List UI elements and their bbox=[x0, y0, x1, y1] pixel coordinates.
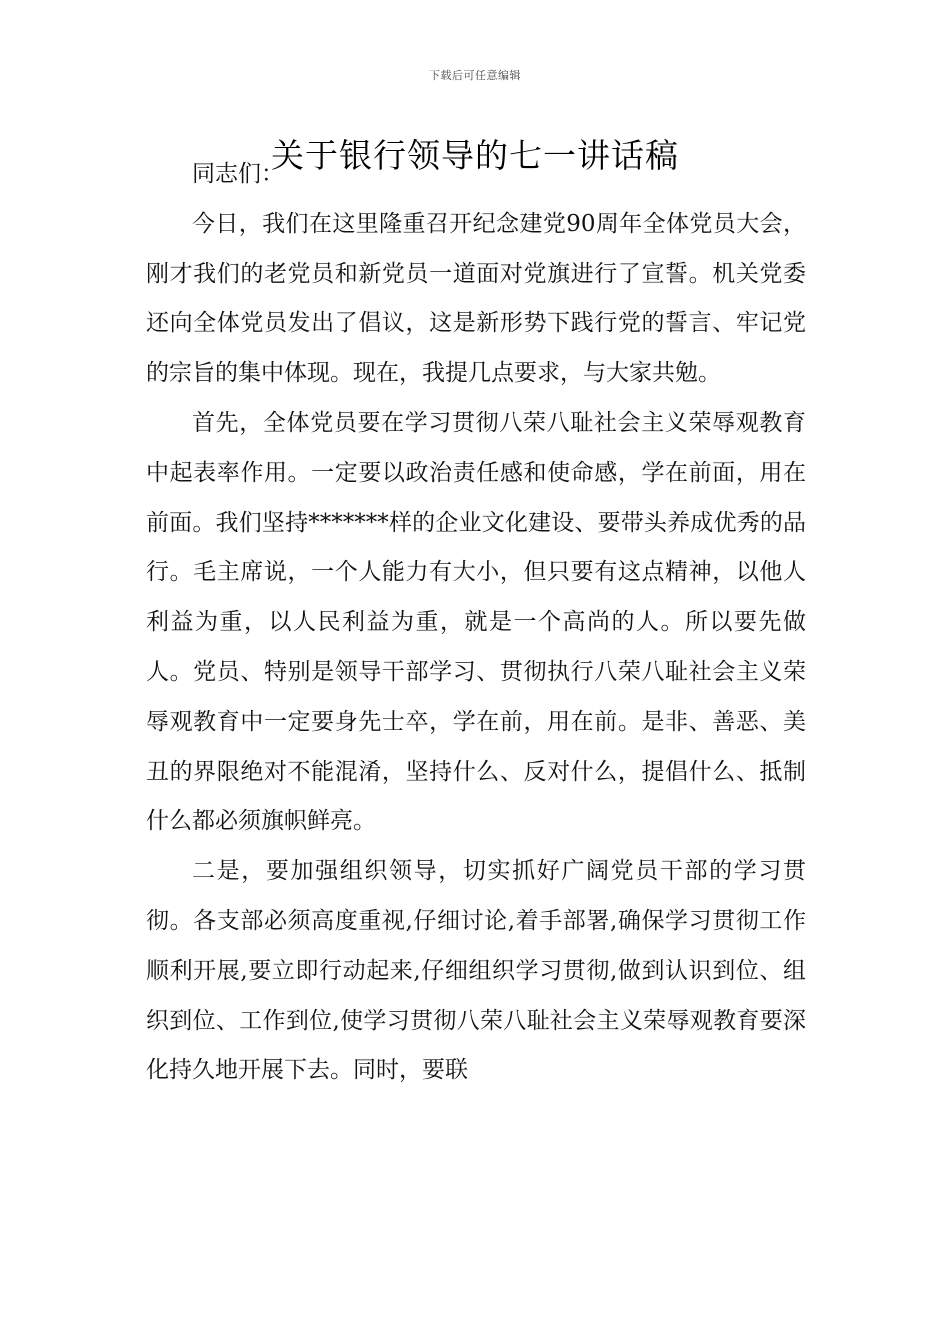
paragraph-1: 今日，我们在这里隆重召开纪念建党90周年全体党员大会，刚才我们的老党员和新党员一道面对党旗进行了宣誓。机关党委还向全体党员发出了倡议，这是新形势下践行党的誓言、牢记党的宗旨的集中体现。现在，我提几点要求，与大家共勉。 bbox=[146, 210, 806, 387]
paragraph-2: 首先，全体党员要在学习贯彻八荣八耻社会主义荣辱观教育中起表率作用。一定要以政治责任感和使命感，学在前面，用在前面。我们坚持*******样的企业文化建设、要带头养成优秀的品行。毛主席说，一个人能力有大小，但只要有这点精神，以他人利益为重，以人民利益为重，就是一个高尚的人。所以要先做人。党员、特别是领导干部学习、贯彻执行八荣八耻社会主义荣辱观教育中一定要身先士卒，学在前，用在前。是非、善恶、美丑的界限绝对不能混淆，坚持什么、反对什么，提倡什么、抵制什么都必须旗帜鲜亮。 bbox=[146, 409, 806, 835]
header-note: 下载后可任意编辑 bbox=[429, 69, 521, 82]
paragraph-3: 二是，要加强组织领导，切实抓好广阔党员干部的学习贯彻。各支部必须高度重视,仔细讨论,着手部署,确保学习贯彻工作顺利开展,要立即行动起来,仔细组织学习贯彻,做到认识到位、组织到位、工作到位,使学习贯彻八荣八耻社会主义荣辱观教育要深化持久地开展下去。同时，要联 bbox=[146, 858, 806, 1084]
document-title: 关于银行领导的七一讲话稿 bbox=[271, 136, 679, 175]
salutation: 同志们： bbox=[192, 161, 284, 187]
document-body bbox=[146, 150, 806, 1096]
